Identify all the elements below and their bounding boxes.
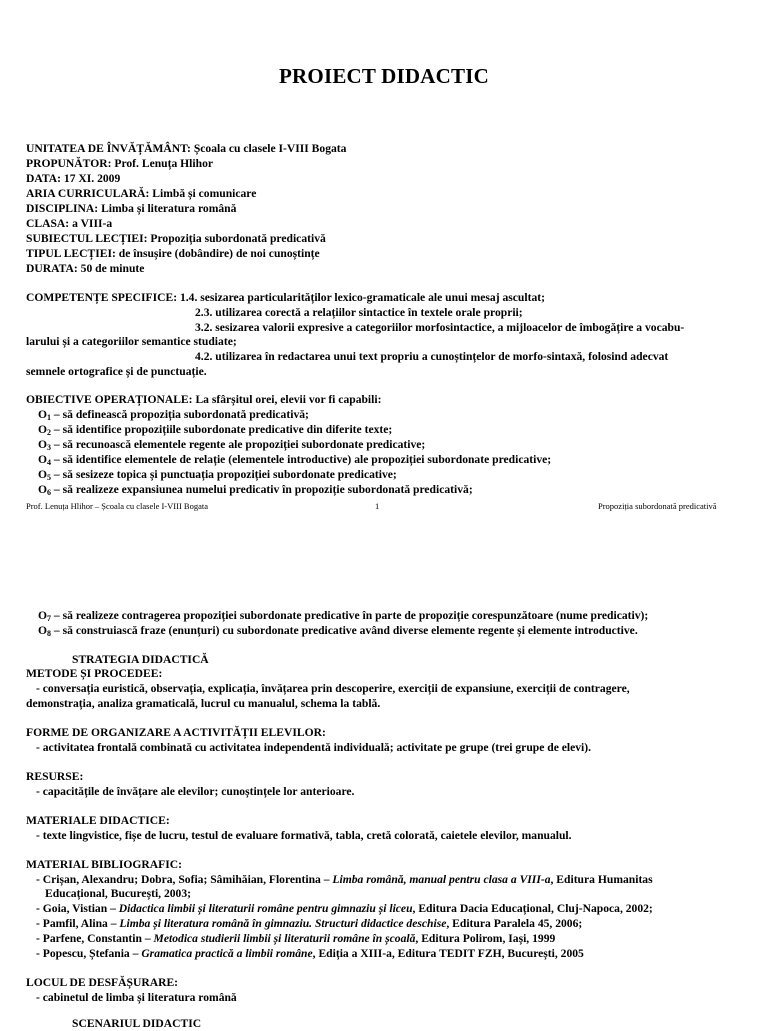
obiective-line [26, 392, 381, 407]
info-value: de însușire (dobândire) de noi cunoștințe [118, 247, 320, 260]
metode-text-continued: demonstrația, analiza gramaticală, lucrul cu manualul, schema la tablă. [26, 697, 381, 710]
locul-heading: LOCUL DE DESFĂȘURARE: [26, 976, 179, 989]
forme-text: - activitatea frontală combinată cu activitatea independentă individuală; activitate pe grupe (trei grupe de elevi). [36, 741, 592, 754]
obiective-intro: La sfârșitul orei, elevii vor fi capabili: [195, 393, 382, 406]
materiale-heading: MATERIALE DIDACTICE: [26, 814, 170, 827]
info-value: Prof. Lenuța Hlihor [114, 157, 214, 170]
metode-heading: METODE ȘI PROCEDEE: [26, 667, 163, 680]
metode-text: - conversația euristică, observația, explicația, învățarea prin descoperire, exerciții de expansiune, exerciții de contragere, [36, 682, 630, 695]
info-line [26, 141, 346, 156]
strategy-heading: STRATEGIA DIDACTICĂ [72, 653, 209, 666]
info-value: Școala cu clasele I-VIII Bogata [193, 142, 347, 155]
locul-text: - cabinetul de limba și literatura română [36, 991, 237, 1004]
biblio-item: - Crișan, Alexandru; Dobra, Sofia; Sâmihăian, Florentina – Limba română, manual pentru clasa a VIII-a, Editura Humanitas [36, 873, 653, 886]
biblio-item: - Goia, Vistian – Didactica limbii și literaturii române pentru gimnaziu și liceu, Editura Dacia Educațional, Cluj-Napoca, 2002; [36, 902, 653, 915]
objective-item: $O_4$ – să identifice elementele de relație (elementele introductive) ale propoziției subordonate predicative; [38, 453, 552, 467]
info-label: PROPUNĂTOR: [26, 157, 112, 170]
objective-item: $O_5$ – să sesizeze topica și punctuația propoziției subordonate predicative; [38, 468, 397, 482]
info-label: CLASA: [26, 217, 70, 230]
competenta-item: 2.3. utilizarea corectă a relațiilor sintactice în textele orale proprii; [195, 306, 523, 319]
resurse-heading: RESURSE: [26, 770, 84, 783]
info-value: Limba și literatura română [101, 202, 237, 215]
competente-label: COMPETENȚE SPECIFICE: [26, 291, 178, 304]
biblio-heading: MATERIAL BIBLIOGRAFIC: [26, 858, 182, 871]
info-line [26, 171, 120, 186]
forme-heading: FORME DE ORGANIZARE A ACTIVITĂȚII ELEVILOR: [26, 726, 326, 739]
footer-topic: Propoziția subordonată predicativă [598, 501, 717, 511]
footer-page-number: 1 [375, 501, 380, 511]
info-line [26, 246, 320, 261]
info-line [26, 156, 213, 171]
resurse-text: - capacitățile de învățare ale elevilor; cunoștințele lor anterioare. [36, 785, 355, 798]
objective-item: $O_7$ – să realizeze contragerea propoziției subordonate predicative în parte de propoziție corespunzătoare (nume predicativ); [38, 609, 649, 623]
info-value: Propoziția subordonată predicativă [150, 232, 326, 245]
competente-line [26, 290, 545, 305]
biblio-item: - Parfene, Constantin – Metodica studierii limbii și literaturii române în școală, Editura Polirom, Iași, 1999 [36, 932, 556, 945]
scenariu-heading: SCENARIUL DIDACTIC [72, 1017, 202, 1030]
info-line [26, 231, 326, 246]
competenta-item: 4.2. utilizarea în redactarea unui text propriu a cunoștințelor de morfo-sintaxă, folosind adecvat [195, 350, 669, 363]
info-label: DISCIPLINA: [26, 202, 99, 215]
page-title: PROIECT DIDACTIC [279, 64, 489, 88]
biblio-item: - Pamfil, Alina – Limba și literatura română în gimnaziu. Structuri didactice deschise, Editura Paralela 45, 2006; [36, 917, 583, 930]
info-label: DATA: [26, 172, 61, 185]
info-value: 50 de minute [80, 262, 145, 275]
info-value: 17 XI. 2009 [63, 172, 121, 185]
biblio-item-continued: Educațional, București, 2003; [45, 887, 192, 900]
obiective-label: OBIECTIVE OPERAȚIONALE: [26, 393, 193, 406]
objective-item: $O_6$ – să realizeze expansiunea numelui predicativ în propoziție subordonată predicativă; [38, 483, 473, 497]
competenta-item-continued: semnele ortografice și de punctuație. [26, 365, 207, 378]
objective-item: $O_8$ – să construiască fraze (enunțuri) cu subordonate predicative având diverse elemente regente și elemente introductive. [38, 624, 638, 638]
info-label: TIPUL LECȚIEI: [26, 247, 116, 260]
info-line [26, 186, 256, 201]
competenta-item: 1.4. sesizarea particularităților lexico-gramaticale ale unui mesaj ascultat; [179, 291, 545, 304]
info-label: ARIA CURRICULARĂ: [26, 187, 150, 200]
info-line [26, 201, 236, 216]
competenta-item: 3.2. sesizarea valorii expresive a categoriilor morfosintactice, a mijloacelor de îmbogățire a vocabu- [195, 321, 685, 334]
objective-item: $O_1$ – să definească propoziția subordonată predicativă; [38, 408, 309, 422]
objective-item: $O_3$ – să recunoască elementele regente ale propoziției subordonate predicative; [38, 438, 426, 452]
objective-item: $O_2$ – să identifice propozițiile subordonate predicative din diferite texte; [38, 423, 393, 437]
biblio-item: - Popescu, Ștefania – Gramatica practică a limbii române, Ediția a XIII-a, Editura TEDIT FZH, București, 2005 [36, 947, 584, 960]
info-label: DURATA: [26, 262, 78, 275]
info-label: SUBIECTUL LECȚIEI: [26, 232, 148, 245]
info-line [26, 216, 112, 231]
info-value: Limbă și comunicare [152, 187, 257, 200]
info-line [26, 261, 144, 276]
footer-author: Prof. Lenuța Hlihor – Școala cu clasele I-VIII Bogata [26, 501, 208, 511]
materiale-text: - texte lingvistice, fișe de lucru, testul de evaluare formativă, tabla, cretă colorată, caietele elevilor, manualul. [36, 829, 572, 842]
info-value: a VIII-a [72, 217, 113, 230]
competenta-item-continued: larului și a categoriilor semantice studiate; [26, 335, 237, 348]
info-label: UNITATEA DE ÎNVĂȚĂMÂNT: [26, 142, 191, 155]
